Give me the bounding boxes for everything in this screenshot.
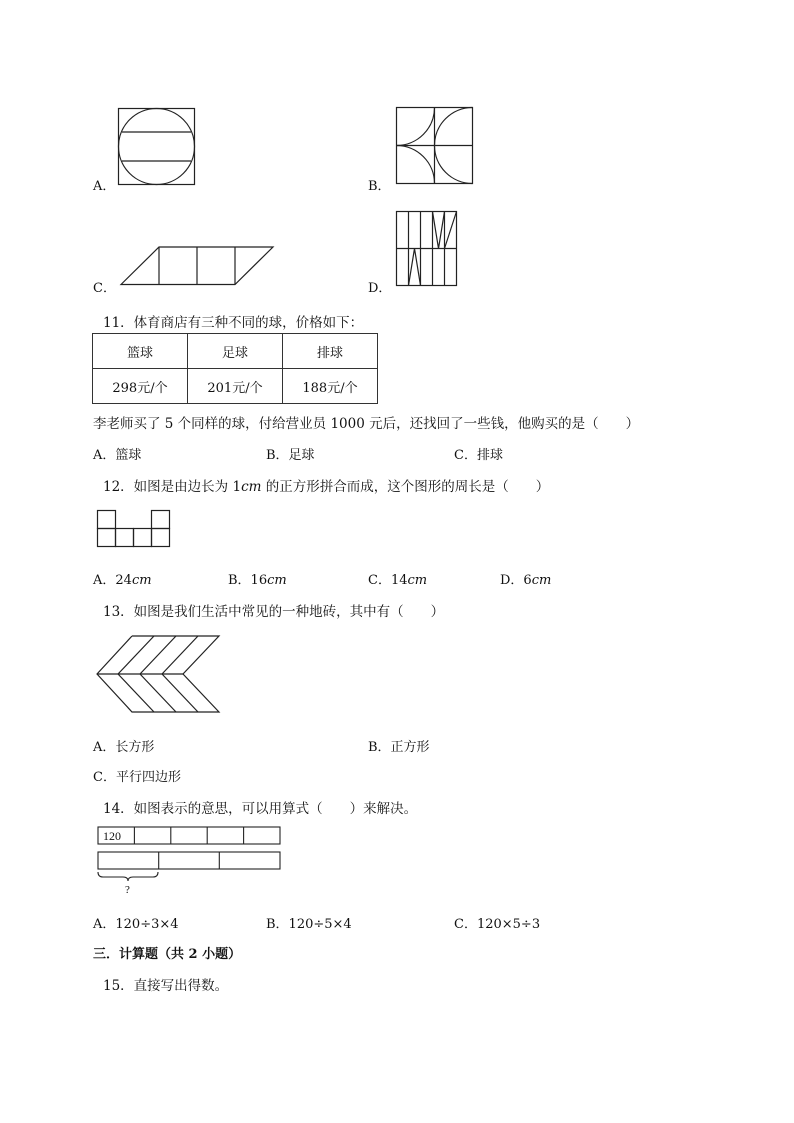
q14-option-c: C．120×5÷3 [454,917,541,932]
q14-option-b: B．120÷5×4 [266,917,352,932]
table-cell: 188元/个 [283,369,378,404]
table-cell: 篮球 [93,334,188,369]
q12-stem-unit: cm [241,479,262,495]
q11-option-b: B．足球 [266,448,315,463]
price-table-header-row [93,334,378,369]
q10-option-b-label: B． [368,179,391,194]
q15-stem: 15．直接写出得数。 [103,978,229,994]
q12-option-d-value: D．6 [500,573,532,588]
table-cell: 足球 [188,334,283,369]
q12-option-b [228,569,287,588]
q14-diagram-question: ? [125,884,130,896]
q12-option-a [93,569,152,588]
q12-option-d [500,569,551,588]
q11-stem: 11．体育商店有三种不同的球，价格如下： [103,315,364,331]
q14-segment-diagram [97,826,283,898]
table-cell: 排球 [283,334,378,369]
q10-figure-b [396,107,474,185]
q11-followup: 李老师买了 5 个同样的球，付给营业员 1000 元后，还找回了一些钱，他购买的是（ ） [93,416,640,432]
q13-stem: 13．如图是我们生活中常见的一种地砖，其中有（ ） [103,604,445,620]
q13-option-b: B．正方形 [368,740,430,755]
q13-option-a: A．长方形 [93,740,155,755]
q12-option-b-value: B．16 [228,573,268,588]
q14-diagram-value: 120 [103,829,121,843]
q12-option-d-unit: cm [531,573,552,588]
q10-figure-a [118,108,196,186]
q12-stem-post: 的正方形拼合而成，这个图形的周长是（ ） [261,479,550,495]
price-table-price-row [93,369,378,404]
price-table [92,333,378,404]
q12-option-b-unit: cm [267,573,287,588]
q12-option-c-unit: cm [407,573,428,588]
q12-option-a-unit: cm [131,573,152,588]
q10-option-a-label: A． [93,179,116,194]
q12-option-c [368,569,427,588]
q10-figure-d [396,211,458,287]
q13-floor-tile-figure [96,635,222,715]
q13-option-c: C．平行四边形 [93,770,181,785]
q12-square-figure [97,510,173,548]
q12-stem-pre: 12．如图是由边长为 1 [103,479,242,495]
table-cell: 298元/个 [93,369,188,404]
table-cell: 201元/个 [188,369,283,404]
q12-option-c-value: C．14 [368,573,408,588]
q14-stem: 14．如图表示的意思，可以用算式（ ）来解决。 [103,801,418,817]
q12-option-a-value: A．24 [93,573,132,588]
q12-stem [103,475,549,495]
q14-option-a: A．120÷3×4 [93,917,179,932]
q11-option-a: A．篮球 [93,448,142,463]
q11-option-c: C．排球 [454,448,503,463]
q10-option-d-label: D． [368,281,392,296]
q10-option-c-label: C． [93,281,116,296]
section-3-title: 三．计算题（共 2 小题） [93,947,242,962]
q10-figure-c [120,246,275,286]
